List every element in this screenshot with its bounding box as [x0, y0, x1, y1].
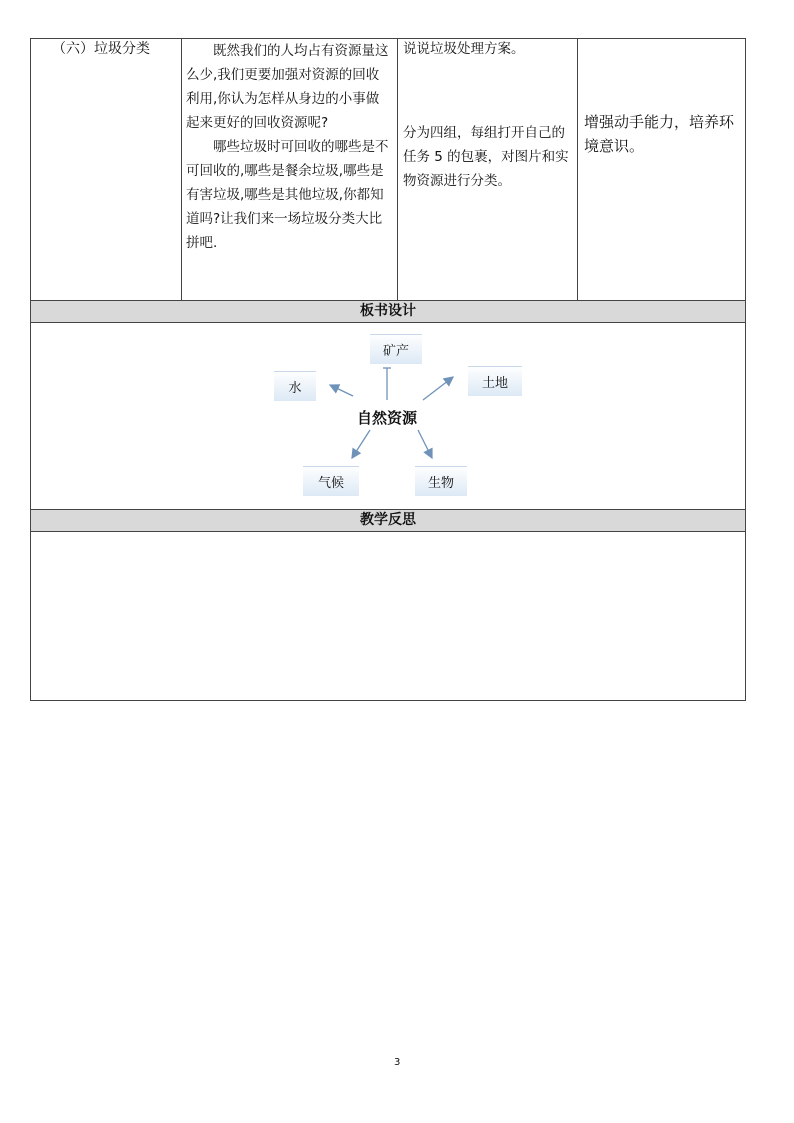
teaching-reflection-header: 教学反思 [31, 510, 745, 531]
col-divider-3 [577, 38, 578, 300]
node-land: 土地 [468, 366, 522, 396]
teacher-paragraph-1: 既然我们的人均占有资源量这么少,我们更要加强对资源的回收利用,你认为怎样从身边的小事做起来更好的回收资源呢? [186, 43, 389, 131]
board-design-header: 板书设计 [31, 301, 745, 322]
node-minerals: 矿产 [370, 334, 422, 364]
col-divider-1 [181, 38, 182, 300]
design-intent: 增强动手能力，培养环境意识。 [584, 113, 735, 155]
page-number: 3 [394, 1057, 401, 1068]
center-natural-resources: 自然资源 [357, 409, 418, 427]
teacher-activity [186, 39, 392, 255]
node-biology: 生物 [415, 466, 467, 496]
row-divider-2 [30, 322, 746, 323]
student-activity-2: 分为四组，每组打开自己的任务 5 的包裹，对图片和实物资源进行分类。 [403, 125, 569, 189]
stage-title: （六）垃圾分类 [52, 41, 150, 57]
node-climate: 气候 [303, 466, 359, 496]
col-divider-2 [397, 38, 398, 300]
row-divider-4 [30, 531, 746, 532]
teacher-paragraph-2: 哪些垃圾时可回收的哪些是不可回收的,哪些是餐余垃圾,哪些是有害垃圾,哪些是其他垃圾,你都知道吗?让我们来一场垃圾分类大比拼吧. [186, 139, 389, 251]
student-activity-1: 说说垃圾处理方案。 [403, 41, 525, 57]
node-water: 水 [274, 371, 316, 401]
